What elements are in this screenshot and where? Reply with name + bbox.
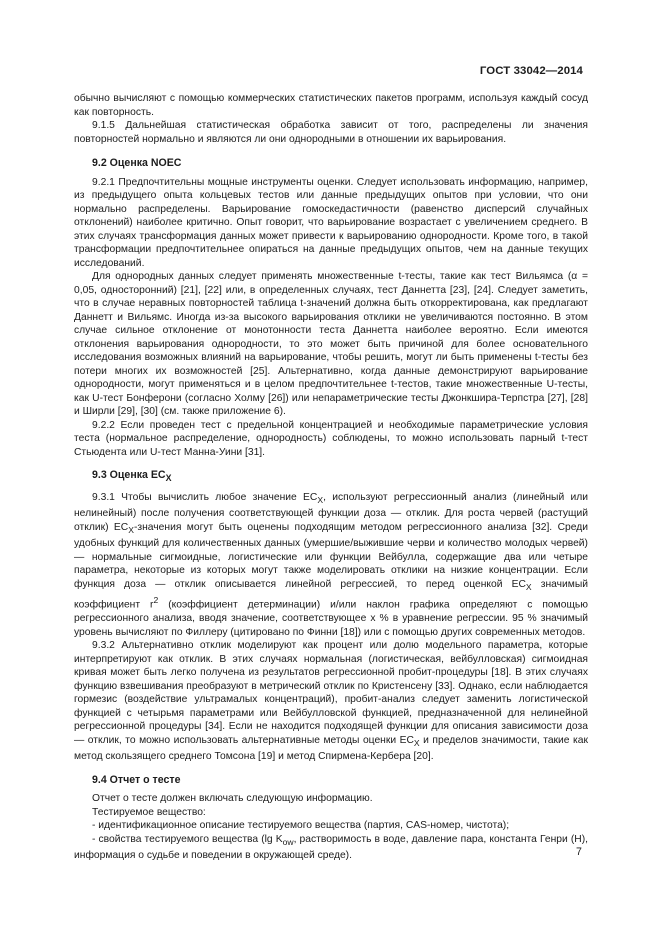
paragraph-9-2-1: 9.2.1 Предпочтительны мощные инструменты оценки. Следует использовать информацию, например, из предыдущего опыта кольцевых тестов или данные предыдущих опытов при условии, что они нормально распределены. Варьирование гомоскедастичности (равенство дисперсий случайных отклонений) наиболее критично. Опыт говорит, что варьирование возрастает с увеличением среднего. В этих случаях трансформация данных может привести к варьированию однородности. Кроме того, в такой трансформации предпочтительнее опираться на данные предыдущих опытов, чем на данные текущих исследований.: [74, 176, 588, 269]
text-run: 9.3.2 Альтернативно отклик моделируют как процент или долю модельного параметра, которые интерпретируют как отклик. В этих случаях нормальная (логистическая, вейбулловская) сигмоидная кривая может быть легко получена из результатов регрессионной пробит-процедуры [18]. В этих случаях функцию взвешивания преобразуют в метрический отклик по Кристенсену [33]. Однако, если наблюдается гормезис (воздействие ультрамалых концентраций), пробит-анализ следует заменить логистической функцией с четырьмя параметрами или Вейбулловской функцией, предназначенной для нелинейной регрессионной процедуры [34]. Если не находится подходящей функции для описания зависимости доза — отклик, то можно использовать альтернативные методы оценки EC: [74, 640, 588, 746]
subscript: X: [317, 494, 324, 505]
heading-text: 9.3 Оценка EC: [92, 469, 166, 481]
text-run: - свойства тестируемого вещества (lg K: [92, 833, 283, 845]
subscript: X: [413, 737, 420, 748]
text-run: 9.3.1 Чтобы вычислить любое значение EC: [92, 491, 318, 503]
paragraph-substance-label: Тестируемое вещество:: [92, 806, 206, 818]
text-run: значимый коэффициент r: [74, 578, 588, 611]
paragraph-continuation: обычно вычисляют с помощью коммерческих статистических пакетов программ, используя каждый сосуд как повторность.: [74, 93, 588, 118]
list-item-identification: - идентификационное описание тестируемого вещества (партия, CAS-номер, чистота);: [92, 820, 510, 832]
text-run: , растворимость в воде, давление пара, константа Генри (H), информация о судьбе и поведении в окружающей среде).: [74, 833, 588, 862]
paragraph-9-1-5: 9.1.5 Дальнейшая статистическая обработка зависит от того, распределены ли значения повторностей нормально и являются ли они однородными в отношении их варьирования.: [74, 120, 588, 145]
list-item-properties: [74, 833, 588, 863]
subscript: X: [128, 524, 134, 535]
document-body: [74, 92, 588, 863]
heading-subscript: X: [165, 473, 172, 484]
text-run: и пределов значимости, такие как метод скользящего среднего Томсона [19] и метод Спирмена-Кербера [20].: [74, 734, 588, 763]
page-number: 7: [576, 846, 582, 858]
paragraph-9-3-1: [74, 491, 588, 640]
paragraph-report-intro: Отчет о тесте должен включать следующую информацию.: [92, 793, 373, 805]
text-run: , используют регрессионный анализ (линейный или нелинейный) после получения соответствующей функции доза — отклик. Для роста червей (растущий отклик) EC: [74, 491, 588, 533]
section-heading-9-3: [74, 469, 588, 486]
paragraph-9-2-1-b: Для однородных данных следует применять множественные t-тесты, такие как тест Вильямса (α = 0,05, односторонний) [21], [22] или, в определенных случаях, тест Даннетта [23], [24]. Следует заметить, что в случае неравных повторностей таблица t-значений должна быть откорректирована, как предлагают Даннетт и Вильямс. Иногда из-за высокого варьирования отклики не увеличиваются постоянно. В этом случае сильное отклонение от монотонности теста Даннетта наиболее вероятно. Если имеются отклонения варьирования однородности, то это может быть причиной для более основательного исследования возможных влияний на варьирование, чтобы решить, могут ли быть применены t-тесты без потери многих их возможностей [25]. Альтернативно, когда данные демонстрируют варьирование однородности, могут применяться и в целом предпочтительнее t-тестов, такие множественные U-тесты, как U-тест Бонферони (согласно Холму [26]) или непараметрические тесты Джонкшира-Терпстра [27], [28] и Ширли [29], [30] (см. также приложение 6).: [74, 271, 588, 417]
superscript: 2: [153, 595, 159, 606]
subscript: ow: [282, 836, 294, 847]
text-run: (коэффициент детерминации) и/или наклон графика определяют с помощью регрессионного анализа, вводя значение, соответствующее x % в уравнение регрессии. 95 % значимый уровень вычисляют по Филлеру (цитировано по Финни [18]) или с помощью других современных методов.: [74, 599, 589, 638]
section-heading-9-2: 9.2 Оценка NOEC: [92, 157, 182, 169]
section-heading-9-4: 9.4 Отчет о тесте: [92, 773, 181, 786]
paragraph-9-3-2: [74, 639, 588, 764]
standard-header: ГОСТ 33042—2014: [479, 65, 583, 77]
text-run: -значения могут быть оценены подходящим методом регрессионного анализа [32]. Среди удобных функций для количественных данных (умершие/выжившие черви и количество молодых червей) — нормальные сигмоидные, логистические или функции Вейбулла, содержащие два или четыре параметра, некоторые из которых могут также моделировать отклики на низкие концентрации. Если функция доза — отклик описывается линейной регрессией, то перед оценкой EC: [74, 521, 588, 590]
subscript: X: [525, 581, 532, 592]
paragraph-9-2-2: 9.2.2 Если проведен тест с предельной концентрацией и необходимые параметрические условия теста (нормальное распределение, однородность) соблюдены, то можно использовать парный t-тест Стьюдента или U-тест Манна-Уини [31].: [74, 419, 588, 458]
